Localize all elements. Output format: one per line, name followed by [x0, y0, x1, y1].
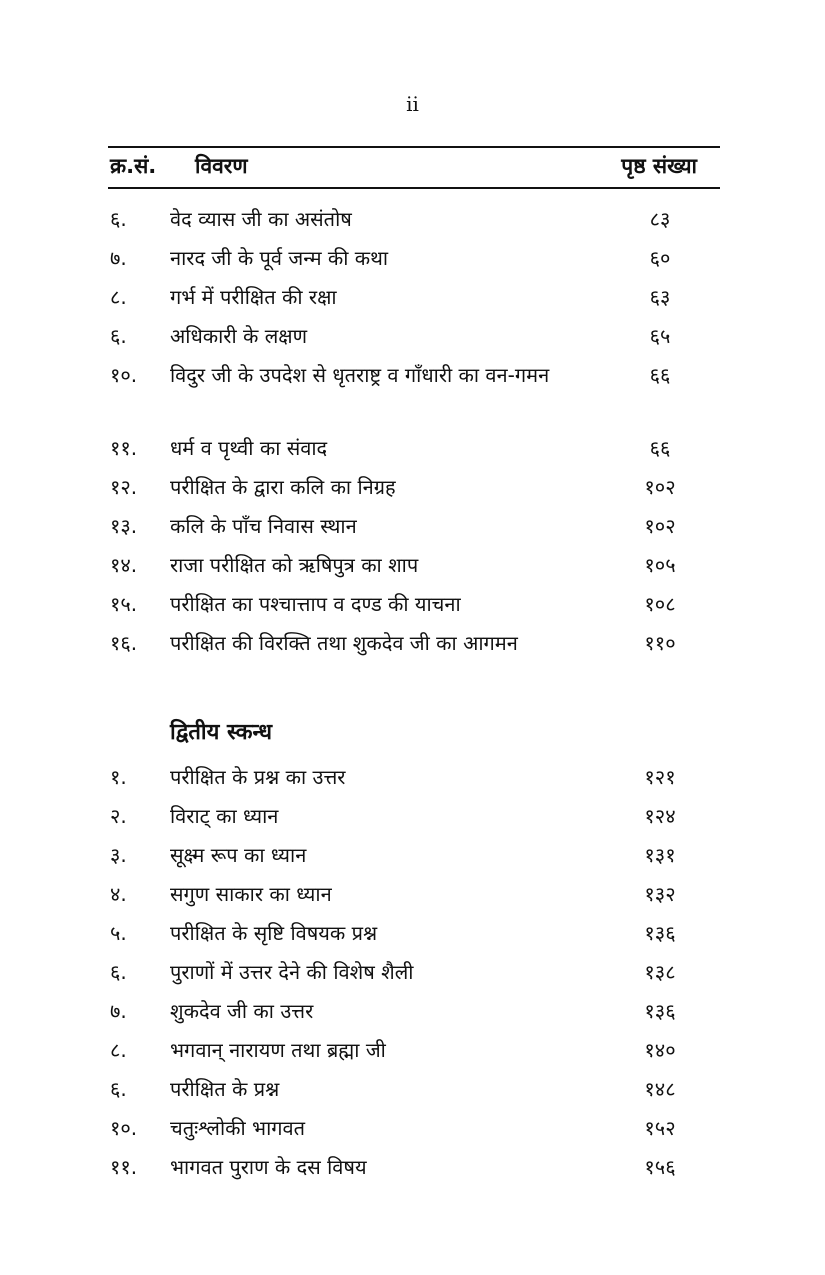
entry-number: १०. — [110, 363, 138, 387]
entry-number: १३. — [110, 514, 138, 538]
page-number: ii — [406, 92, 419, 116]
entry-description: पुराणों में उत्तर देने की विशेष शैली — [170, 960, 414, 984]
entry-page: ११० — [644, 631, 676, 655]
toc-header — [0, 152, 825, 182]
entry-description: विदुर जी के उपदेश से धृतराष्ट्र व गाँधारी का वन-गमन — [170, 363, 550, 387]
section-heading: द्वितीय स्कन्ध — [170, 720, 273, 745]
header-page: पृष्ठ संख्या — [621, 154, 697, 178]
entry-description: अधिकारी के लक्षण — [170, 324, 308, 348]
entry-page: १३२ — [644, 882, 676, 906]
entry-number: १. — [110, 765, 127, 789]
entry-page: ६५ — [649, 324, 671, 348]
entry-number: ८. — [110, 285, 127, 309]
entry-number: १५. — [110, 592, 138, 616]
entry-description: परीक्षित के सृष्टि विषयक प्रश्न — [170, 921, 378, 945]
entry-description: भगवान् नारायण तथा ब्रह्मा जी — [170, 1038, 386, 1062]
entry-number: ६. — [110, 1077, 127, 1101]
entry-description: राजा परीक्षित को ऋषिपुत्र का शाप — [170, 553, 419, 577]
entry-page: १५६ — [644, 1155, 676, 1179]
entry-description: कलि के पाँच निवास स्थान — [170, 514, 357, 538]
entry-number: ११. — [110, 1155, 138, 1179]
entry-number: ७. — [110, 999, 127, 1023]
entry-page: १३६ — [644, 921, 676, 945]
entry-number: १०. — [110, 1116, 138, 1140]
entry-page: १३६ — [644, 999, 676, 1023]
entry-page: ६६ — [649, 436, 671, 460]
entry-number: ३. — [110, 843, 127, 867]
entry-page: ६३ — [649, 285, 671, 309]
entry-number: ६. — [110, 960, 127, 984]
entry-page: १०५ — [644, 553, 676, 577]
entry-description: नारद जी के पूर्व जन्म की कथा — [170, 246, 389, 270]
header-top-rule — [108, 146, 720, 148]
entry-number: २. — [110, 804, 127, 828]
entry-description: भागवत पुराण के दस विषय — [170, 1155, 367, 1179]
entry-description: परीक्षित के द्वारा कलि का निग्रह — [170, 475, 396, 499]
entry-description: चतुःश्लोकी भागवत — [170, 1116, 306, 1140]
entry-description: परीक्षित का पश्चात्ताप व दण्ड की याचना — [170, 592, 461, 616]
header-number: क्र.सं. — [110, 154, 157, 178]
entry-page: ६० — [649, 246, 671, 270]
entry-page: १०२ — [644, 514, 676, 538]
entry-description: सगुण साकार का ध्यान — [170, 882, 332, 906]
entry-number: ५. — [110, 921, 127, 945]
entry-page: १०२ — [644, 475, 676, 499]
entry-page: १२१ — [644, 765, 676, 789]
entry-page: ८३ — [649, 207, 671, 231]
entry-description: धर्म व पृथ्वी का संवाद — [170, 436, 328, 460]
entry-number: ७. — [110, 246, 127, 270]
entry-page: १४० — [644, 1038, 676, 1062]
entry-number: ४. — [110, 882, 127, 906]
header-bottom-rule — [108, 187, 720, 189]
header-description: विवरण — [195, 154, 248, 178]
entry-number: ११. — [110, 436, 138, 460]
entry-description: परीक्षित के प्रश्न का उत्तर — [170, 765, 346, 789]
entry-number: ६. — [110, 324, 127, 348]
entry-description: परीक्षित की विरक्ति तथा शुकदेव जी का आगमन — [170, 631, 518, 655]
entry-number: १४. — [110, 553, 138, 577]
entry-description: शुकदेव जी का उत्तर — [170, 999, 314, 1023]
entry-description: सूक्ष्म रूप का ध्यान — [170, 843, 307, 867]
entry-description: परीक्षित के प्रश्न — [170, 1077, 280, 1101]
entry-page: १३१ — [644, 843, 676, 867]
entry-page: १३८ — [644, 960, 676, 984]
entry-description: विराट् का ध्यान — [170, 804, 279, 828]
entry-page: १५२ — [644, 1116, 676, 1140]
entry-page: १२४ — [644, 804, 676, 828]
entry-description: वेद व्यास जी का असंतोष — [170, 207, 352, 231]
entry-number: ६. — [110, 207, 127, 231]
entry-page: ६६ — [649, 363, 671, 387]
entry-number: १६. — [110, 631, 138, 655]
entry-number: १२. — [110, 475, 138, 499]
entry-page: १४८ — [644, 1077, 676, 1101]
entry-page: १०८ — [644, 592, 676, 616]
entry-number: ८. — [110, 1038, 127, 1062]
entry-description: गर्भ में परीक्षित की रक्षा — [170, 285, 337, 309]
